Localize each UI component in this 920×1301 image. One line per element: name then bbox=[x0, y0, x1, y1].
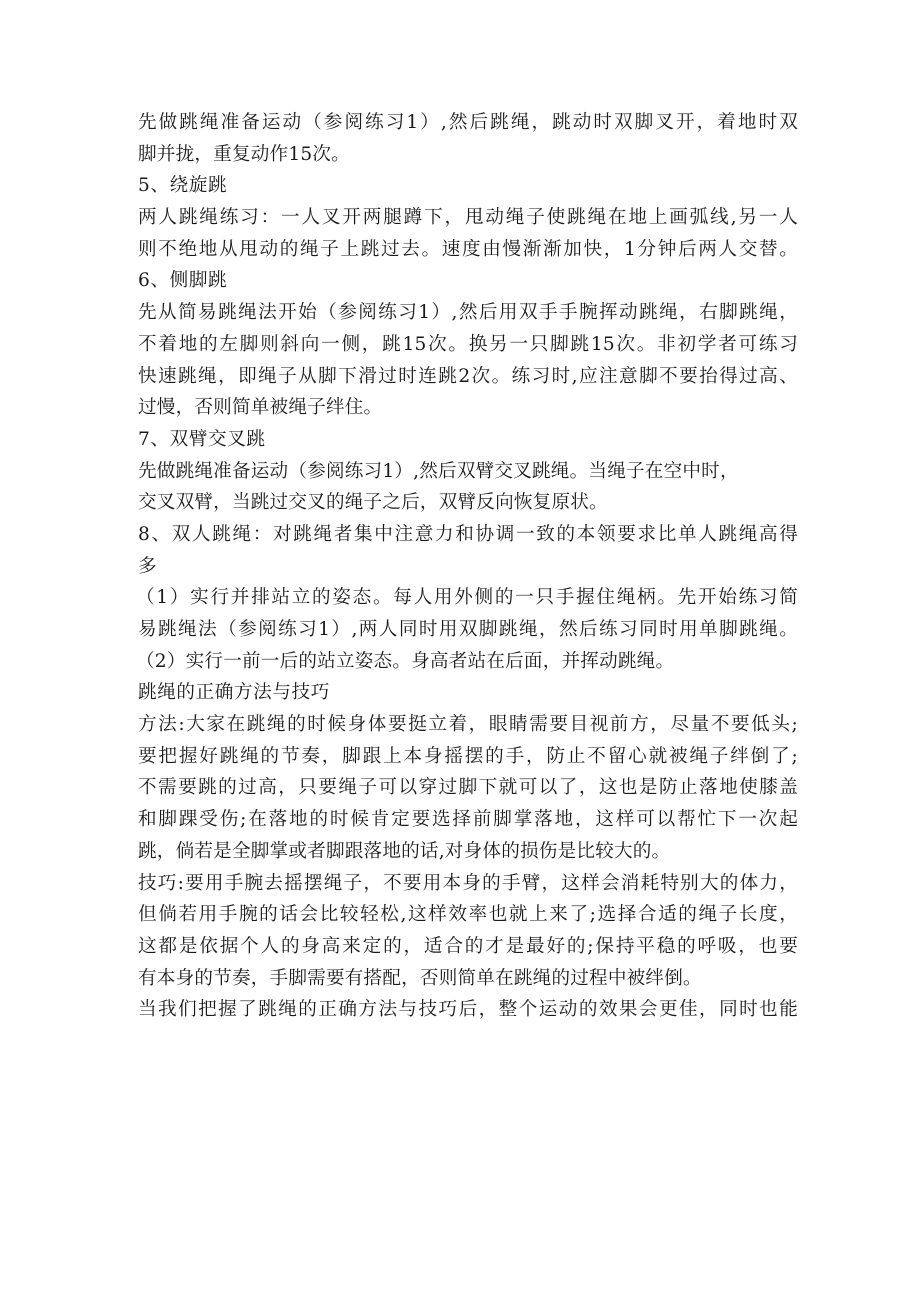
paragraph-line: 先做跳绳准备运动（参阅练习1）,然后跳绳，跳动时双脚叉开，着地时双 bbox=[138, 112, 798, 133]
paragraph-line: 两人跳绳练习：一人叉开两腿蹲下，甩动绳子使跳绳在地上画弧线,另一人 bbox=[138, 207, 798, 229]
paragraph-line: 先做跳绳准备运动（参阅练习1）,然后双臂交叉跳绳。当绳子在空中时， bbox=[138, 460, 739, 482]
paragraph-line: 快速跳绳，即绳子从脚下滑过时连跳2次。练习时,应注意脚不要抬得过高、 bbox=[138, 365, 798, 387]
paragraph-line: 和脚踝受伤;在落地的时候肯定要选择前脚掌落地，这样可以帮忙下一次起 bbox=[138, 809, 798, 831]
paragraph-line: 过慢，否则简单被绳子绊住。 bbox=[138, 397, 383, 419]
section-heading: 6、侧脚跳 bbox=[138, 270, 228, 292]
paragraph-line: 8、双人跳绳：对跳绳者集中注意力和协调一致的本领要求比单人跳绳高得 bbox=[138, 523, 798, 545]
paragraph-line: 技巧:要用手腕去摇摆绳子，不要用本身的手臂，这样会消耗特别大的体力， bbox=[138, 872, 798, 894]
paragraph-line: （2）实行一前一后的站立姿态。身高者站在后面，并挥动跳绳。 bbox=[136, 650, 675, 672]
paragraph-line: 多 bbox=[138, 555, 157, 577]
section-heading: 跳绳的正确方法与技巧 bbox=[138, 682, 330, 704]
paragraph-line: 交叉双臂，当跳过交叉的绳子之后，双臂反向恢复原状。 bbox=[138, 492, 608, 514]
paragraph-line: （1）实行并排站立的姿态。每人用外侧的一只手握住绳柄。先开始练习简 bbox=[136, 587, 798, 609]
paragraph-line: 不着地的左脚则斜向一侧，跳15次。换另一只脚跳15次。非初学者可练习 bbox=[138, 333, 798, 355]
paragraph-line: 方法:大家在跳绳的时候身体要挺立着，眼睛需要目视前方，尽量不要低头; bbox=[138, 714, 798, 736]
paragraph-line: 但倘若用手腕的话会比较轻松,这样效率也就上来了;选择合适的绳子长度， bbox=[138, 904, 798, 926]
paragraph-line: 当我们把握了跳绳的正确方法与技巧后，整个运动的效果会更佳，同时也能 bbox=[138, 999, 798, 1021]
paragraph-line: 则不绝地从甩动的绳子上跳过去。速度由慢渐渐加快，1分钟后两人交替。 bbox=[138, 238, 798, 260]
paragraph-line: 有本身的节奏，手脚需要有搭配，否则简单在跳绳的过程中被绊倒。 bbox=[138, 967, 702, 989]
paragraph-line: 要把握好跳绳的节奏，脚跟上本身摇摆的手，防止不留心就被绳子绊倒了; bbox=[138, 745, 798, 767]
paragraph-line: 这都是依据个人的身高来定的，适合的才是最好的;保持平稳的呼吸，也要 bbox=[138, 935, 798, 957]
section-heading: 5、绕旋跳 bbox=[138, 175, 228, 197]
paragraph-line: 跳，倘若是全脚掌或者脚跟落地的话,对身体的损伤是比较大的。 bbox=[138, 840, 671, 862]
document-page bbox=[138, 107, 798, 1026]
paragraph-line: 先从简易跳绳法开始（参阅练习1）,然后用双手手腕挥动跳绳，右脚跳绳， bbox=[138, 302, 798, 324]
section-heading: 7、双臂交叉跳 bbox=[138, 428, 266, 450]
paragraph-line: 不需要跳的过高，只要绳子可以穿过脚下就可以了，这也是防止落地使膝盖 bbox=[138, 777, 798, 799]
paragraph-line: 脚并拢，重复动作15次。 bbox=[138, 143, 350, 165]
paragraph-line: 易跳绳法（参阅练习1）,两人同时用双脚跳绳，然后练习同时用单脚跳绳。 bbox=[138, 619, 798, 640]
